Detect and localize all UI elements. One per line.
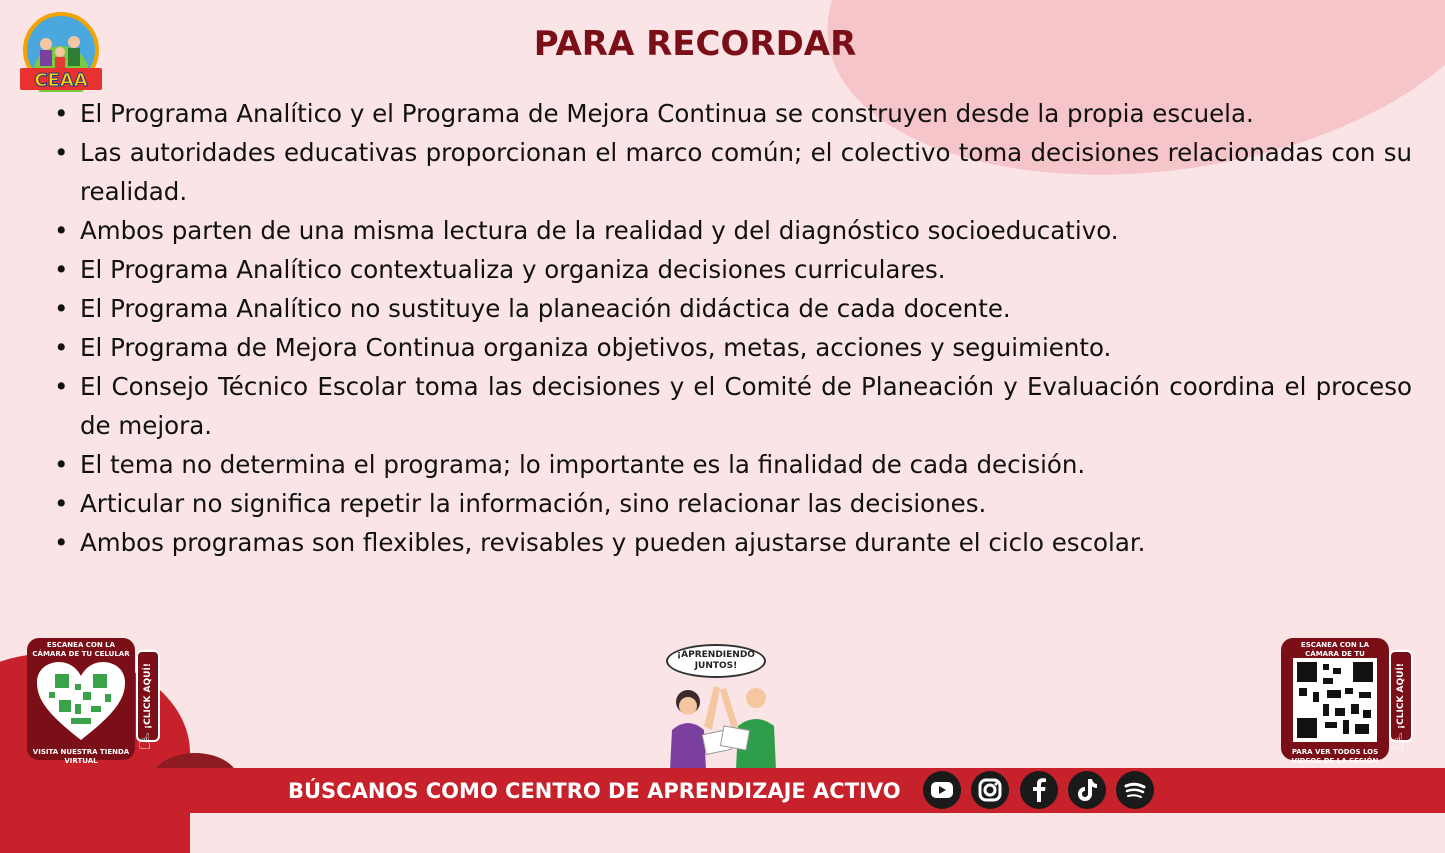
qr-caption: ESCANEA CON LA CÁMARA DE TU CELULAR (32, 641, 130, 658)
footer-text: BÚSCANOS COMO CENTRO DE APRENDIZAJE ACTIVO (288, 779, 901, 803)
list-item: • El tema no determina el programa; lo importante es la finalidad de cada decisión. (52, 445, 1412, 484)
list-item: • El Programa Analítico contextualiza y organiza decisiones curriculares. (52, 250, 1412, 289)
qr-caption: VISITA NUESTRA TIENDA VIRTUAL (32, 748, 130, 765)
list-item: • Ambos programas son flexibles, revisables y pueden ajustarse durante el ciclo escolar. (52, 523, 1412, 562)
tiktok-icon[interactable] (1068, 771, 1106, 809)
qr-code-icon (1293, 658, 1377, 742)
bullet-list (52, 94, 1412, 562)
list-item: • El Programa de Mejora Continua organiza objetivos, metas, acciones y seguimiento. (52, 328, 1412, 367)
teachers-illustration (660, 680, 790, 770)
pointer-hand-icon: ☝ (1391, 730, 1405, 755)
list-item: • El Consejo Técnico Escolar toma las decisiones y el Comité de Planeación y Evaluación coordina el proceso de mejora. (52, 367, 1412, 445)
list-item: • El Programa Analítico y el Programa de Mejora Continua se construyen desde la propia escuela. (52, 94, 1412, 133)
youtube-icon[interactable] (923, 771, 961, 809)
speech-bubble: ¡APRENDIENDO JUNTOS! (666, 644, 766, 678)
pointer-hand-icon: ☝ (138, 730, 152, 755)
heart-qr-icon (35, 660, 127, 742)
page-title: PARA RECORDAR (533, 24, 857, 64)
instagram-icon[interactable] (971, 771, 1009, 809)
spotify-icon[interactable] (1116, 771, 1154, 809)
logo-text: CEAA (34, 70, 88, 91)
list-item: • Articular no significa repetir la información, sino relacionar las decisiones. (52, 484, 1412, 523)
list-item: • El Programa Analítico no sustituye la planeación didáctica de cada docente. (52, 289, 1412, 328)
list-item: • Las autoridades educativas proporcionan el marco común; el colectivo toma decisiones relacionadas con su realidad. (52, 133, 1412, 211)
videos-qr-card[interactable] (1281, 638, 1389, 765)
store-qr-card[interactable] (27, 638, 135, 765)
qr-caption: PARA VER TODOS LOS VIDEOS DE LA SESIÓN (1291, 748, 1379, 765)
facebook-icon[interactable] (1020, 771, 1058, 809)
qr-caption: ESCANEA CON LA CÁMARA DE TU (1300, 641, 1370, 658)
click-here-tab[interactable]: ¡CLICK AQUÍ! (1389, 650, 1413, 742)
click-here-tab[interactable]: ¡CLICK AQUÍ! (136, 650, 160, 742)
list-item: • Ambos parten de una misma lectura de la realidad y del diagnóstico socioeducativo. (52, 211, 1412, 250)
